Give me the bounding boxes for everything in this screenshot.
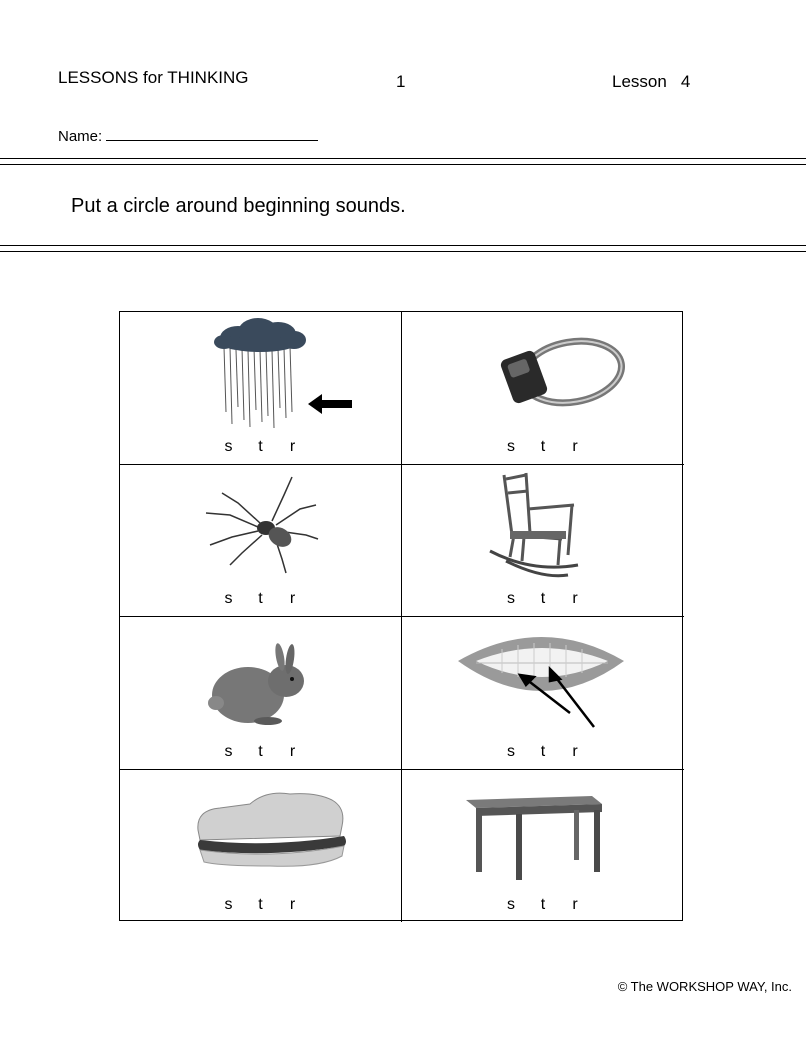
rocking-chair-icon — [402, 465, 684, 590]
letter-choice[interactable]: s — [507, 437, 515, 455]
letter-choice[interactable]: t — [258, 590, 263, 607]
rain-cloud-icon — [120, 312, 402, 437]
grid-cell — [120, 617, 402, 770]
letter-choice[interactable]: r — [572, 590, 578, 607]
copyright-footer: © The WORKSHOP WAY, Inc. — [617, 979, 792, 994]
grid-cell — [120, 770, 402, 923]
grid-cell — [402, 312, 684, 465]
letter-choice[interactable]: t — [258, 437, 263, 455]
letter-choices — [402, 896, 684, 914]
letter-choice[interactable]: r — [289, 742, 296, 760]
instruction-text: Put a circle around beginning sounds. — [71, 195, 406, 217]
grid-cell — [402, 770, 684, 923]
letter-choice[interactable]: r — [289, 590, 296, 607]
letter-choice[interactable]: r — [289, 896, 296, 913]
divider-bottom-1 — [0, 245, 806, 246]
grid-cell — [120, 312, 402, 465]
name-label: Name: — [58, 128, 103, 145]
grid-cell — [402, 617, 684, 770]
letter-choices — [402, 743, 684, 761]
letter-choice[interactable]: r — [572, 896, 578, 913]
grid-cell — [402, 465, 684, 618]
divider-top-2 — [0, 164, 806, 165]
lesson-label-text: Lesson — [612, 72, 667, 91]
letter-choices — [402, 590, 684, 608]
letter-choice[interactable]: t — [540, 896, 546, 913]
divider-bottom-2 — [0, 251, 806, 252]
ring-icon — [402, 312, 684, 437]
letter-choices — [120, 438, 401, 456]
letter-choice[interactable]: r — [289, 437, 296, 455]
letter-choice[interactable]: s — [507, 742, 515, 760]
letter-choice[interactable]: s — [224, 896, 233, 913]
lesson-label — [612, 72, 690, 92]
sandwich-icon — [120, 770, 402, 895]
letter-choices — [120, 743, 401, 761]
letter-choice[interactable]: t — [540, 590, 546, 607]
letter-choice[interactable]: t — [258, 896, 263, 913]
letter-choice[interactable]: s — [507, 590, 515, 607]
spider-icon — [120, 465, 402, 590]
letter-choice[interactable]: r — [572, 437, 578, 455]
rabbit-icon — [120, 617, 402, 742]
divider-top-1 — [0, 158, 806, 159]
page-number: 1 — [396, 72, 406, 91]
name-blank-line[interactable] — [106, 126, 318, 141]
picture-grid — [119, 311, 683, 921]
letter-choice[interactable]: s — [224, 742, 233, 760]
letter-choice[interactable]: t — [258, 742, 263, 760]
table-icon — [402, 770, 684, 895]
lesson-number: 4 — [680, 72, 691, 91]
letter-choice[interactable]: s — [224, 437, 233, 455]
letter-choices — [402, 438, 684, 456]
series-title: LESSONS for THINKING — [58, 68, 249, 87]
letter-choice[interactable]: s — [507, 896, 515, 913]
letter-choice[interactable]: r — [572, 742, 578, 760]
letter-choices — [120, 590, 401, 608]
letter-choices — [120, 896, 401, 914]
teeth-icon — [402, 617, 684, 742]
letter-choice[interactable]: t — [540, 437, 546, 455]
name-field — [58, 126, 318, 145]
letter-choice[interactable]: t — [540, 742, 546, 760]
letter-choice[interactable]: s — [224, 590, 233, 607]
grid-cell — [120, 465, 402, 618]
